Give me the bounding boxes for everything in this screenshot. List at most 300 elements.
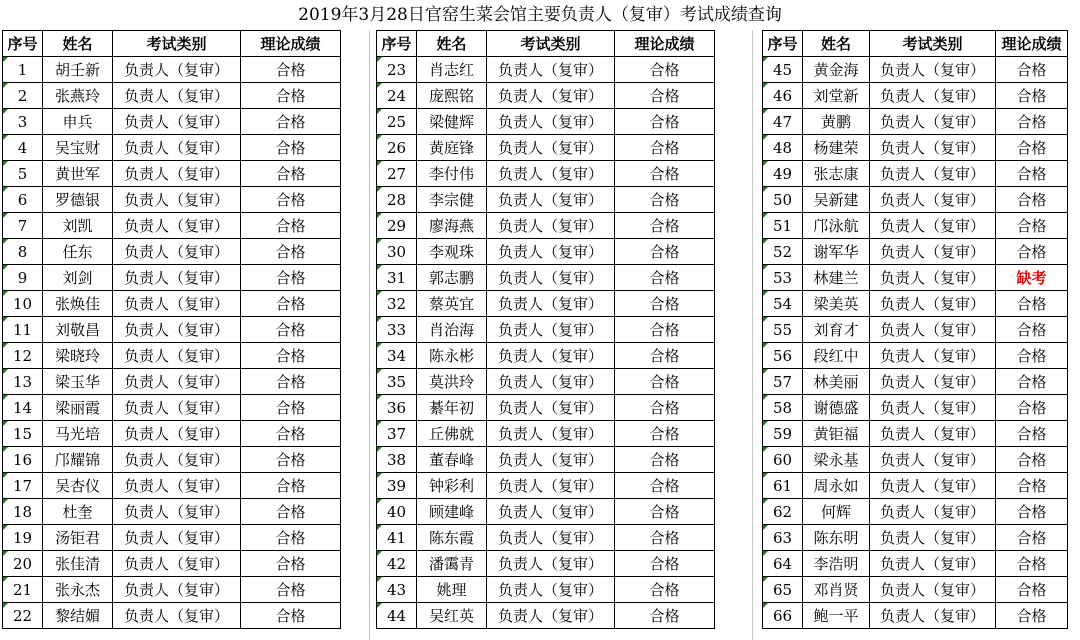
row-category[interactable]: 负责人（复审）	[113, 421, 241, 447]
table-row	[3, 577, 341, 603]
row-name[interactable]: 黄钜福	[803, 421, 870, 447]
row-seq[interactable]: 34	[377, 343, 417, 369]
row-category[interactable]: 负责人（复审）	[487, 265, 615, 291]
row-score[interactable]: 合格	[615, 317, 715, 343]
table-row	[3, 395, 341, 421]
row-name[interactable]: 张志康	[803, 161, 870, 187]
row-category[interactable]: 负责人（复审）	[870, 343, 996, 369]
table-row	[3, 421, 341, 447]
row-category[interactable]: 负责人（复审）	[113, 291, 241, 317]
row-score[interactable]: 合格	[241, 447, 341, 473]
row-seq[interactable]: 47	[763, 109, 803, 135]
row-category[interactable]: 负责人（复审）	[487, 135, 615, 161]
row-name[interactable]: 李浩明	[803, 551, 870, 577]
row-category[interactable]: 负责人（复审）	[870, 109, 996, 135]
row-name[interactable]: 张永杰	[43, 577, 113, 603]
row-category[interactable]: 负责人（复审）	[113, 473, 241, 499]
row-category[interactable]: 负责人（复审）	[113, 265, 241, 291]
row-score[interactable]: 合格	[615, 161, 715, 187]
row-seq[interactable]: 30	[377, 239, 417, 265]
row-category[interactable]: 负责人（复审）	[870, 551, 996, 577]
row-category[interactable]: 负责人（复审）	[870, 369, 996, 395]
row-seq[interactable]: 48	[763, 135, 803, 161]
header-category: 考试类别	[487, 31, 615, 57]
row-seq[interactable]: 57	[763, 369, 803, 395]
row-score[interactable]: 合格	[615, 603, 715, 629]
row-name[interactable]: 杜奎	[43, 499, 113, 525]
row-category[interactable]: 负责人（复审）	[113, 343, 241, 369]
row-score[interactable]: 合格	[241, 57, 341, 83]
row-name[interactable]: 李付伟	[417, 161, 487, 187]
row-seq[interactable]: 19	[3, 525, 43, 551]
row-seq[interactable]: 13	[3, 369, 43, 395]
header-category: 考试类别	[870, 31, 996, 57]
row-score[interactable]: 合格	[996, 551, 1068, 577]
row-name[interactable]: 张焕佳	[43, 291, 113, 317]
row-seq[interactable]: 42	[377, 551, 417, 577]
row-seq[interactable]: 37	[377, 421, 417, 447]
row-score[interactable]: 合格	[615, 213, 715, 239]
row-seq[interactable]: 23	[377, 57, 417, 83]
row-name[interactable]: 郭志鹏	[417, 265, 487, 291]
row-score[interactable]: 合格	[241, 551, 341, 577]
row-category[interactable]: 负责人（复审）	[113, 447, 241, 473]
row-seq[interactable]: 1	[3, 57, 43, 83]
row-name[interactable]: 邓肖贤	[803, 577, 870, 603]
row-seq[interactable]: 65	[763, 577, 803, 603]
row-score[interactable]: 合格	[996, 603, 1068, 629]
row-score[interactable]: 合格	[996, 135, 1068, 161]
row-score[interactable]: 合格	[615, 421, 715, 447]
row-seq[interactable]: 63	[763, 525, 803, 551]
row-category[interactable]: 负责人（复审）	[487, 577, 615, 603]
row-category[interactable]: 负责人（复审）	[113, 213, 241, 239]
row-seq[interactable]: 66	[763, 603, 803, 629]
row-score[interactable]: 合格	[996, 525, 1068, 551]
row-score[interactable]: 合格	[996, 83, 1068, 109]
row-seq[interactable]: 64	[763, 551, 803, 577]
row-category[interactable]: 负责人（复审）	[113, 395, 241, 421]
row-name[interactable]: 林建兰	[803, 265, 870, 291]
row-score[interactable]: 合格	[615, 551, 715, 577]
row-score[interactable]: 合格	[615, 109, 715, 135]
row-name[interactable]: 李宗健	[417, 187, 487, 213]
row-category[interactable]: 负责人（复审）	[113, 577, 241, 603]
row-seq[interactable]: 8	[3, 239, 43, 265]
row-score[interactable]: 合格	[996, 187, 1068, 213]
row-score[interactable]: 合格	[241, 317, 341, 343]
row-seq[interactable]: 51	[763, 213, 803, 239]
row-score[interactable]: 合格	[996, 57, 1068, 83]
row-score[interactable]: 合格	[241, 525, 341, 551]
row-category[interactable]: 负责人（复审）	[487, 239, 615, 265]
row-category[interactable]: 负责人（复审）	[870, 499, 996, 525]
row-name[interactable]: 陈东明	[803, 525, 870, 551]
row-name[interactable]: 刘育才	[803, 317, 870, 343]
row-category[interactable]: 负责人（复审）	[487, 395, 615, 421]
row-name[interactable]: 张燕玲	[43, 83, 113, 109]
row-score[interactable]: 合格	[615, 395, 715, 421]
row-score[interactable]: 合格	[996, 395, 1068, 421]
row-score[interactable]: 合格	[996, 109, 1068, 135]
row-category[interactable]: 负责人（复审）	[870, 239, 996, 265]
table-row	[763, 109, 1068, 135]
row-name[interactable]: 潘霭青	[417, 551, 487, 577]
row-category[interactable]: 负责人（复审）	[487, 343, 615, 369]
row-seq[interactable]: 35	[377, 369, 417, 395]
row-seq[interactable]: 41	[377, 525, 417, 551]
row-category[interactable]: 负责人（复审）	[487, 551, 615, 577]
row-seq[interactable]: 62	[763, 499, 803, 525]
row-name[interactable]: 林美丽	[803, 369, 870, 395]
row-score[interactable]: 合格	[615, 473, 715, 499]
row-name[interactable]: 杨建荣	[803, 135, 870, 161]
table-row	[3, 83, 341, 109]
row-seq[interactable]: 50	[763, 187, 803, 213]
row-score[interactable]: 合格	[241, 187, 341, 213]
row-seq[interactable]: 61	[763, 473, 803, 499]
row-seq[interactable]: 4	[3, 135, 43, 161]
table-row	[377, 577, 715, 603]
row-category[interactable]: 负责人（复审）	[487, 161, 615, 187]
row-name[interactable]: 吴新建	[803, 187, 870, 213]
row-category[interactable]: 负责人（复审）	[870, 395, 996, 421]
table-row	[763, 473, 1068, 499]
row-name[interactable]: 罗德银	[43, 187, 113, 213]
row-name[interactable]: 陈永彬	[417, 343, 487, 369]
row-category[interactable]: 负责人（复审）	[870, 421, 996, 447]
row-name[interactable]: 段红中	[803, 343, 870, 369]
row-category[interactable]: 负责人（复审）	[487, 291, 615, 317]
row-seq[interactable]: 11	[3, 317, 43, 343]
row-category[interactable]: 负责人（复审）	[487, 109, 615, 135]
row-category[interactable]: 负责人（复审）	[113, 551, 241, 577]
row-seq[interactable]: 49	[763, 161, 803, 187]
row-score[interactable]: 合格	[996, 447, 1068, 473]
row-name[interactable]: 梁永基	[803, 447, 870, 473]
row-category[interactable]: 负责人（复审）	[487, 603, 615, 629]
row-score[interactable]: 合格	[241, 239, 341, 265]
row-name[interactable]: 肖志红	[417, 57, 487, 83]
table-row	[377, 603, 715, 629]
row-score[interactable]: 合格	[241, 265, 341, 291]
table-row	[3, 57, 341, 83]
row-category[interactable]: 负责人（复审）	[487, 421, 615, 447]
row-seq[interactable]: 53	[763, 265, 803, 291]
row-category[interactable]: 负责人（复审）	[870, 447, 996, 473]
row-score[interactable]: 合格	[996, 161, 1068, 187]
row-name[interactable]: 黎结媚	[43, 603, 113, 629]
row-name[interactable]: 刘堂新	[803, 83, 870, 109]
row-category[interactable]: 负责人（复审）	[870, 83, 996, 109]
row-score[interactable]: 缺考	[996, 265, 1068, 291]
row-category[interactable]: 负责人（复审）	[487, 525, 615, 551]
row-name[interactable]: 刘敬昌	[43, 317, 113, 343]
row-score[interactable]: 合格	[241, 343, 341, 369]
header-category: 考试类别	[113, 31, 241, 57]
row-score[interactable]: 合格	[241, 135, 341, 161]
row-name[interactable]: 张佳清	[43, 551, 113, 577]
row-name[interactable]: 胡壬新	[43, 57, 113, 83]
row-score[interactable]: 合格	[615, 291, 715, 317]
table-row	[377, 213, 715, 239]
row-name[interactable]: 谢军华	[803, 239, 870, 265]
row-category[interactable]: 负责人（复审）	[870, 265, 996, 291]
row-name[interactable]: 廖海燕	[417, 213, 487, 239]
row-score[interactable]: 合格	[241, 291, 341, 317]
row-category[interactable]: 负责人（复审）	[870, 187, 996, 213]
row-name[interactable]: 申兵	[43, 109, 113, 135]
table-row	[377, 265, 715, 291]
row-score[interactable]: 合格	[996, 317, 1068, 343]
row-seq[interactable]: 18	[3, 499, 43, 525]
row-category[interactable]: 负责人（复审）	[487, 83, 615, 109]
table-row	[763, 421, 1068, 447]
table-row	[3, 603, 341, 629]
row-score[interactable]: 合格	[241, 577, 341, 603]
row-score[interactable]: 合格	[615, 187, 715, 213]
row-name[interactable]: 周永如	[803, 473, 870, 499]
row-category[interactable]: 负责人（复审）	[113, 135, 241, 161]
row-name[interactable]: 马光培	[43, 421, 113, 447]
table-row	[377, 291, 715, 317]
row-seq[interactable]: 54	[763, 291, 803, 317]
row-name[interactable]: 钟彩利	[417, 473, 487, 499]
row-name[interactable]: 黄鹏	[803, 109, 870, 135]
row-name[interactable]: 李观珠	[417, 239, 487, 265]
row-seq[interactable]: 25	[377, 109, 417, 135]
table-row	[3, 473, 341, 499]
row-score[interactable]: 合格	[996, 473, 1068, 499]
row-name[interactable]: 邝泳航	[803, 213, 870, 239]
row-seq[interactable]: 12	[3, 343, 43, 369]
row-category[interactable]: 负责人（复审）	[113, 317, 241, 343]
row-score[interactable]: 合格	[615, 343, 715, 369]
row-seq[interactable]: 55	[763, 317, 803, 343]
row-score[interactable]: 合格	[241, 603, 341, 629]
row-category[interactable]: 负责人（复审）	[870, 291, 996, 317]
row-score[interactable]: 合格	[996, 213, 1068, 239]
row-category[interactable]: 负责人（复审）	[113, 187, 241, 213]
row-name[interactable]: 鲍一平	[803, 603, 870, 629]
row-name[interactable]: 刘剑	[43, 265, 113, 291]
table-row	[377, 187, 715, 213]
row-name[interactable]: 谢德盛	[803, 395, 870, 421]
row-category[interactable]: 负责人（复审）	[113, 161, 241, 187]
table-row	[3, 317, 341, 343]
row-name[interactable]: 吴红英	[417, 603, 487, 629]
row-name[interactable]: 邝耀锦	[43, 447, 113, 473]
row-name[interactable]: 何辉	[803, 499, 870, 525]
row-score[interactable]: 合格	[241, 109, 341, 135]
row-seq[interactable]: 39	[377, 473, 417, 499]
table-row	[763, 343, 1068, 369]
row-score[interactable]: 合格	[615, 525, 715, 551]
row-seq[interactable]: 14	[3, 395, 43, 421]
row-score[interactable]: 合格	[996, 291, 1068, 317]
row-score[interactable]: 合格	[241, 395, 341, 421]
row-seq[interactable]: 7	[3, 213, 43, 239]
row-name[interactable]: 黄庭锋	[417, 135, 487, 161]
row-score[interactable]: 合格	[241, 499, 341, 525]
header-score: 理论成绩	[241, 31, 341, 57]
row-category[interactable]: 负责人（复审）	[113, 239, 241, 265]
row-category[interactable]: 负责人（复审）	[487, 213, 615, 239]
table-row	[763, 317, 1068, 343]
row-category[interactable]: 负责人（复审）	[113, 83, 241, 109]
header-name: 姓名	[803, 31, 870, 57]
row-seq[interactable]: 36	[377, 395, 417, 421]
row-category[interactable]: 负责人（复审）	[870, 525, 996, 551]
row-category[interactable]: 负责人（复审）	[487, 473, 615, 499]
row-category[interactable]: 负责人（复审）	[487, 317, 615, 343]
row-seq[interactable]: 31	[377, 265, 417, 291]
row-seq[interactable]: 24	[377, 83, 417, 109]
row-score[interactable]: 合格	[996, 239, 1068, 265]
row-seq[interactable]: 6	[3, 187, 43, 213]
row-name[interactable]: 姚理	[417, 577, 487, 603]
row-seq[interactable]: 33	[377, 317, 417, 343]
row-name[interactable]: 顾建峰	[417, 499, 487, 525]
row-category[interactable]: 负责人（复审）	[487, 447, 615, 473]
row-score[interactable]: 合格	[996, 421, 1068, 447]
row-name[interactable]: 汤钜君	[43, 525, 113, 551]
row-seq[interactable]: 38	[377, 447, 417, 473]
row-score[interactable]: 合格	[241, 213, 341, 239]
row-name[interactable]: 丘佛就	[417, 421, 487, 447]
row-category[interactable]: 负责人（复审）	[113, 57, 241, 83]
row-name[interactable]: 肖治海	[417, 317, 487, 343]
row-name[interactable]: 綦年初	[417, 395, 487, 421]
row-name[interactable]: 黄世军	[43, 161, 113, 187]
row-name[interactable]: 董春峰	[417, 447, 487, 473]
row-score[interactable]: 合格	[241, 473, 341, 499]
table-row	[763, 577, 1068, 603]
table-row	[377, 83, 715, 109]
row-score[interactable]: 合格	[996, 369, 1068, 395]
table-row	[377, 369, 715, 395]
row-category[interactable]: 负责人（复审）	[113, 369, 241, 395]
row-seq[interactable]: 16	[3, 447, 43, 473]
row-category[interactable]: 负责人（复审）	[113, 499, 241, 525]
row-seq[interactable]: 9	[3, 265, 43, 291]
row-seq[interactable]: 60	[763, 447, 803, 473]
row-category[interactable]: 负责人（复审）	[113, 603, 241, 629]
row-score[interactable]: 合格	[615, 369, 715, 395]
row-name[interactable]: 梁玉华	[43, 369, 113, 395]
table-row	[763, 395, 1068, 421]
row-score[interactable]: 合格	[615, 57, 715, 83]
row-score[interactable]: 合格	[241, 421, 341, 447]
row-name[interactable]: 梁丽霞	[43, 395, 113, 421]
row-category[interactable]: 负责人（复审）	[870, 57, 996, 83]
row-category[interactable]: 负责人（复审）	[113, 525, 241, 551]
column-divider	[752, 30, 753, 640]
row-name[interactable]: 梁健辉	[417, 109, 487, 135]
row-name[interactable]: 任东	[43, 239, 113, 265]
table-row	[763, 291, 1068, 317]
row-name[interactable]: 黄金海	[803, 57, 870, 83]
header-score: 理论成绩	[996, 31, 1068, 57]
row-seq[interactable]: 2	[3, 83, 43, 109]
row-name[interactable]: 莫洪玲	[417, 369, 487, 395]
row-category[interactable]: 负责人（复审）	[870, 213, 996, 239]
row-seq[interactable]: 22	[3, 603, 43, 629]
row-seq[interactable]: 43	[377, 577, 417, 603]
row-seq[interactable]: 3	[3, 109, 43, 135]
row-score[interactable]: 合格	[615, 239, 715, 265]
row-name[interactable]: 吴宝财	[43, 135, 113, 161]
row-score[interactable]: 合格	[615, 577, 715, 603]
table-row	[377, 161, 715, 187]
page-title: 2019年3月28日官窑生菜会馆主要负责人（复审）考试成绩查询	[298, 5, 782, 25]
row-seq[interactable]: 59	[763, 421, 803, 447]
row-category[interactable]: 负责人（复审）	[870, 161, 996, 187]
row-name[interactable]: 梁晓玲	[43, 343, 113, 369]
row-name[interactable]: 吴杏仪	[43, 473, 113, 499]
row-seq[interactable]: 17	[3, 473, 43, 499]
row-score[interactable]: 合格	[996, 499, 1068, 525]
row-name[interactable]: 梁美英	[803, 291, 870, 317]
row-seq[interactable]: 56	[763, 343, 803, 369]
row-category[interactable]: 负责人（复审）	[487, 369, 615, 395]
row-seq[interactable]: 32	[377, 291, 417, 317]
row-score[interactable]: 合格	[615, 447, 715, 473]
row-seq[interactable]: 29	[377, 213, 417, 239]
row-seq[interactable]: 28	[377, 187, 417, 213]
row-score[interactable]: 合格	[615, 499, 715, 525]
row-score[interactable]: 合格	[241, 161, 341, 187]
row-seq[interactable]: 45	[763, 57, 803, 83]
row-seq[interactable]: 15	[3, 421, 43, 447]
row-score[interactable]: 合格	[996, 577, 1068, 603]
row-seq[interactable]: 26	[377, 135, 417, 161]
row-score[interactable]: 合格	[241, 83, 341, 109]
row-category[interactable]: 负责人（复审）	[870, 603, 996, 629]
row-score[interactable]: 合格	[615, 265, 715, 291]
row-seq[interactable]: 46	[763, 83, 803, 109]
row-seq[interactable]: 52	[763, 239, 803, 265]
row-category[interactable]: 负责人（复审）	[487, 187, 615, 213]
row-name[interactable]: 陈东霞	[417, 525, 487, 551]
row-category[interactable]: 负责人（复审）	[487, 57, 615, 83]
row-category[interactable]: 负责人（复审）	[870, 577, 996, 603]
row-category[interactable]: 负责人（复审）	[870, 473, 996, 499]
table-row	[3, 499, 341, 525]
row-name[interactable]: 庞熙铭	[417, 83, 487, 109]
row-seq[interactable]: 58	[763, 395, 803, 421]
row-score[interactable]: 合格	[241, 369, 341, 395]
row-seq[interactable]: 40	[377, 499, 417, 525]
row-seq[interactable]: 5	[3, 161, 43, 187]
row-category[interactable]: 负责人（复审）	[870, 317, 996, 343]
row-seq[interactable]: 10	[3, 291, 43, 317]
row-seq[interactable]: 44	[377, 603, 417, 629]
row-score[interactable]: 合格	[615, 83, 715, 109]
header-seq: 序号	[3, 31, 43, 57]
row-score[interactable]: 合格	[615, 135, 715, 161]
row-seq[interactable]: 27	[377, 161, 417, 187]
row-score[interactable]: 合格	[996, 343, 1068, 369]
row-category[interactable]: 负责人（复审）	[113, 109, 241, 135]
row-seq[interactable]: 21	[3, 577, 43, 603]
row-name[interactable]: 刘凯	[43, 213, 113, 239]
header-seq: 序号	[763, 31, 803, 57]
row-category[interactable]: 负责人（复审）	[487, 499, 615, 525]
row-category[interactable]: 负责人（复审）	[870, 135, 996, 161]
row-name[interactable]: 蔡英宜	[417, 291, 487, 317]
row-seq[interactable]: 20	[3, 551, 43, 577]
